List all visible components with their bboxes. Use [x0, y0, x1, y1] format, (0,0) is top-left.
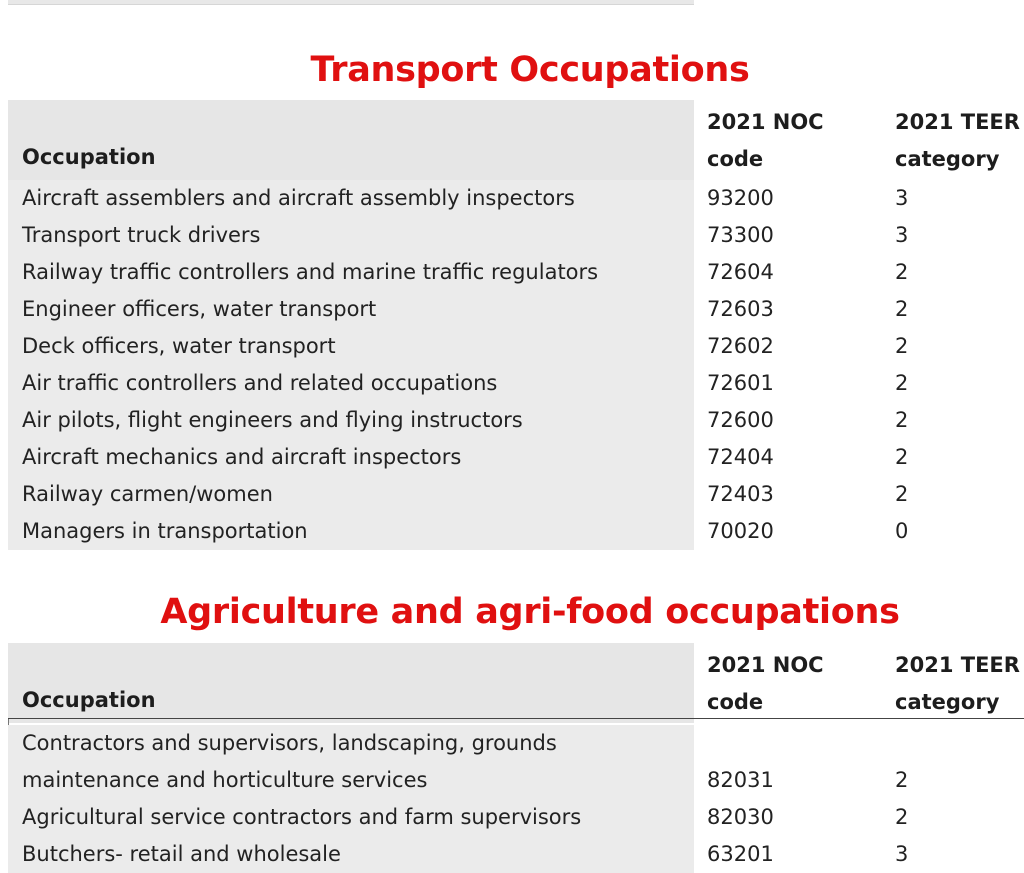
- header-noc-code: [707, 104, 824, 178]
- header-bottom-rule: [8, 718, 1024, 719]
- occupation-cell: Railway traffic controllers and marine traffic regulators: [22, 260, 599, 284]
- header-teer-category: [895, 647, 1020, 721]
- header-occupation: Occupation: [22, 145, 156, 169]
- header-noc-line2: code: [707, 147, 764, 171]
- table-row: [8, 328, 1024, 365]
- occupation-line1: Contractors and supervisors, landscaping, grounds: [22, 731, 557, 755]
- teer-category-cell: 2: [895, 297, 909, 321]
- noc-code-cell: 72404: [707, 445, 774, 469]
- teer-category-cell: 2: [895, 408, 909, 432]
- noc-code-cell: 73300: [707, 223, 774, 247]
- noc-code-cell: 82031: [707, 768, 774, 792]
- table-row: [8, 365, 1024, 402]
- noc-code-cell: 72604: [707, 260, 774, 284]
- transport-rows: [8, 180, 1024, 550]
- agriculture-rows: [8, 725, 1024, 873]
- transport-title: Transport Occupations: [310, 50, 750, 90]
- teer-category-cell: 2: [895, 805, 909, 829]
- noc-code-cell: 82030: [707, 805, 774, 829]
- table-row: [8, 513, 1024, 550]
- teer-category-cell: 2: [895, 334, 909, 358]
- noc-code-cell: 70020: [707, 519, 774, 543]
- noc-code-cell: 63201: [707, 842, 774, 866]
- header-noc-line1: 2021 NOC: [707, 653, 824, 677]
- occupation-cell: Air traffic controllers and related occupations: [22, 371, 498, 395]
- table-row: [8, 439, 1024, 476]
- table-row: [8, 836, 1024, 873]
- table-row: [8, 476, 1024, 513]
- header-teer-category: [895, 104, 1020, 178]
- teer-category-cell: 2: [895, 482, 909, 506]
- header-noc-line2: code: [707, 690, 764, 714]
- header-teer-line2: category: [895, 690, 1000, 714]
- table-row: [8, 725, 1024, 799]
- occupation-cell: Transport truck drivers: [22, 223, 261, 247]
- occupation-cell: Agricultural service contractors and farm supervisors: [22, 805, 582, 829]
- noc-code-cell: 72403: [707, 482, 774, 506]
- teer-category-cell: 3: [895, 223, 909, 247]
- table-row: [8, 254, 1024, 291]
- occupation-cell: [22, 725, 557, 799]
- occupation-cell: Railway carmen/women: [22, 482, 273, 506]
- table-row: [8, 402, 1024, 439]
- teer-category-cell: 0: [895, 519, 909, 543]
- occupation-cell: Engineer officers, water transport: [22, 297, 377, 321]
- agriculture-title: Agriculture and agri-food occupations: [160, 592, 900, 632]
- table-row: [8, 799, 1024, 836]
- previous-table-bottom-edge: [8, 0, 694, 5]
- teer-category-cell: 3: [895, 842, 909, 866]
- noc-code-cell: 72601: [707, 371, 774, 395]
- header-occupation: Occupation: [22, 688, 156, 712]
- occupation-cell: Managers in transportation: [22, 519, 308, 543]
- transport-table: [8, 100, 1024, 550]
- table-row: [8, 291, 1024, 328]
- occupation-cell: Aircraft mechanics and aircraft inspectors: [22, 445, 462, 469]
- table-header: [8, 100, 1024, 180]
- header-teer-line1: 2021 TEER: [895, 110, 1020, 134]
- noc-code-cell: 72602: [707, 334, 774, 358]
- occupation-cell: Butchers- retail and wholesale: [22, 842, 341, 866]
- occupation-cell: Aircraft assemblers and aircraft assembly inspectors: [22, 186, 575, 210]
- teer-category-cell: 3: [895, 186, 909, 210]
- agriculture-table: [8, 643, 1024, 871]
- header-noc-code: [707, 647, 824, 721]
- header-teer-line2: category: [895, 147, 1000, 171]
- occupation-cell: Deck officers, water transport: [22, 334, 336, 358]
- table-header: [8, 643, 1024, 723]
- teer-category-cell: 2: [895, 371, 909, 395]
- teer-category-cell: 2: [895, 260, 909, 284]
- teer-category-cell: 2: [895, 445, 909, 469]
- occupation-cell: Air pilots, flight engineers and flying instructors: [22, 408, 523, 432]
- noc-code-cell: 93200: [707, 186, 774, 210]
- teer-category-cell: 2: [895, 768, 909, 792]
- header-teer-line1: 2021 TEER: [895, 653, 1020, 677]
- table-row: [8, 180, 1024, 217]
- occupation-line2: maintenance and horticulture services: [22, 768, 428, 792]
- noc-code-cell: 72600: [707, 408, 774, 432]
- header-noc-line1: 2021 NOC: [707, 110, 824, 134]
- table-row: [8, 217, 1024, 254]
- noc-code-cell: 72603: [707, 297, 774, 321]
